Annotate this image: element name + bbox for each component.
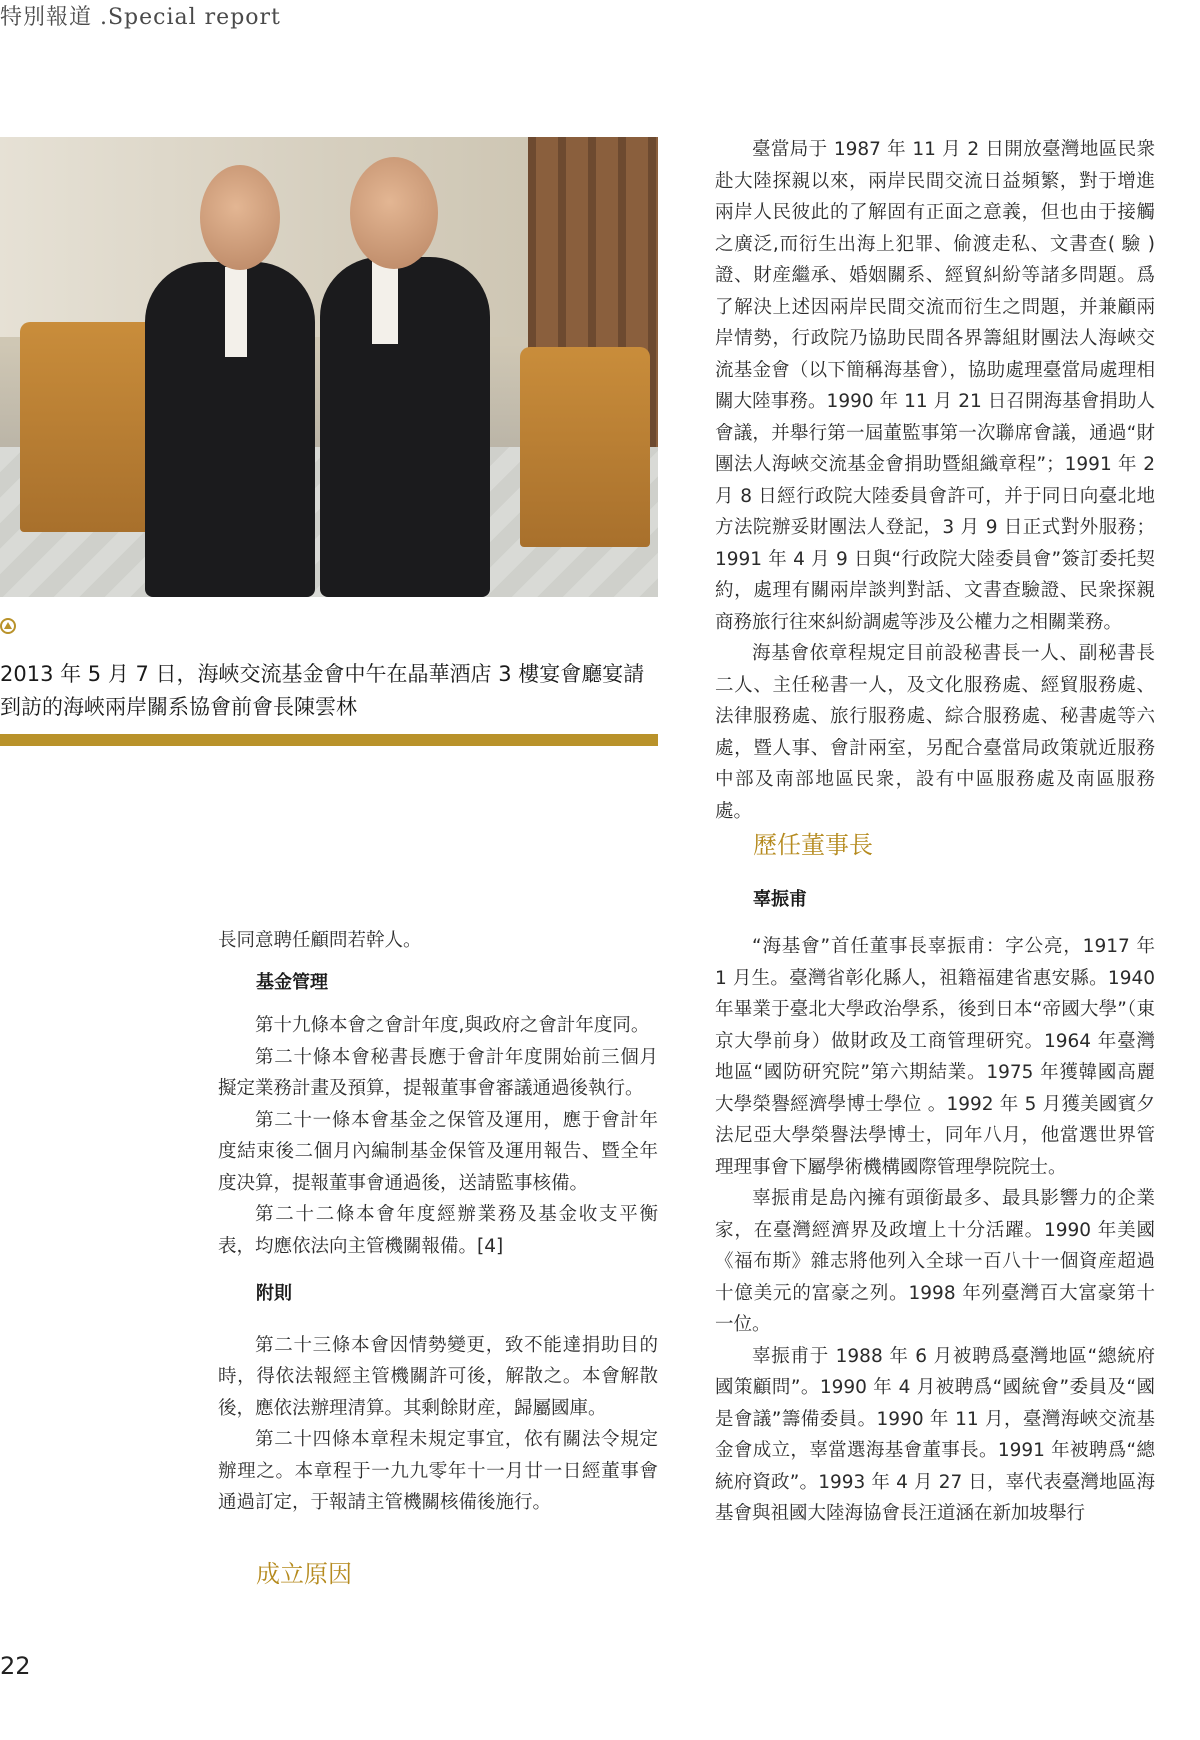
left-column-bottom [218, 925, 658, 1590]
paragraph: 第二十四條本章程未規定事宜，依有關法令規定辦理之。本章程于一九九零年十一月廿一日經董事會通過訂定，于報請主管機關核備後施行。 [218, 1429, 658, 1513]
person-left-head [200, 165, 280, 270]
running-header: 特別報道 .Special report [0, 5, 281, 30]
person-left-shirt [225, 267, 247, 357]
paragraph: “海基會”首任董事長辜振甫：字公亮，1917 年 1 月生。臺灣省彰化縣人，祖籍福建省惠安縣。1940 年畢業于臺北大學政治學系，後到日本“帝國大學”（東京大學前身）做財政及工商管理研究。1964 年臺灣地區“國防研究院”第六期結業。1975 年獲韓國高麗大學榮譽經濟學博士學位 。1992 年 5 月獲美國賓夕法尼亞大學榮譽法學博士，同年八月，他當選世界管理理事會下屬學術機構國際管理學院院士。 [715, 936, 1155, 1178]
page-number: 22 [0, 1652, 31, 1680]
subhead-koo-chen-fu: 辜振甫 [753, 888, 807, 910]
subhead-appendix: 附則 [256, 1283, 292, 1304]
photo-sofa-right [520, 347, 650, 547]
subhead-fund-management: 基金管理 [256, 971, 328, 993]
caption-triangle-icon [0, 618, 16, 634]
paragraph: 第十九條本會之會計年度,與政府之會計年度同。 [255, 1015, 650, 1036]
paragraph-continuation: 長同意聘任顧問若幹人。 [218, 930, 422, 951]
paragraph: 第二十一條本會基金之保管及運用，應于會計年度結束後二個月內編制基金保管及運用報告、暨全年度决算，提報董事會通過後，送請監事核備。 [218, 1109, 658, 1194]
paragraph: 第二十二條本會年度經辦業務及基金收支平衡表，均應依法向主管機關報備。[4] [218, 1204, 658, 1257]
paragraph: 辜振甫于 1988 年 6 月被聘爲臺灣地區“總統府國策顧問”。1990 年 4 月被聘爲“國統會”委員及“國是會議”籌備委員。1990 年 11 月，臺灣海峽交流基金會成立，辜當選海基會董事長。1991 年被聘爲“總統府資政”。1993 年 4 月 27 日，辜代表臺灣地區海基會與祖國大陸海協會長汪道涵在新加坡舉行 [715, 1345, 1155, 1524]
paragraph: 海基會依章程規定目前設秘書長一人、副秘書長二人、主任秘書一人，及文化服務處、經貿服務處、法律服務處、旅行服務處、綜合服務處、秘書處等六處，暨人事、會計兩室，另配合臺當局政策就近服務中部及南部地區民衆，設有中區服務處及南區服務處。 [715, 643, 1155, 822]
news-photo [0, 137, 658, 597]
right-column-bottom [715, 830, 1155, 1530]
right-column-top [715, 134, 1155, 827]
caption-divider-bar [0, 734, 658, 746]
paragraph: 辜振甫是島內擁有頭銜最多、最具影響力的企業家，在臺灣經濟界及政壇上十分活躍。1990 年美國《福布斯》雜志將他列入全球一百八十一個資産超過十億美元的富豪之列。1998 年列臺灣百大富豪第十一位。 [715, 1188, 1155, 1335]
person-right [320, 257, 490, 597]
paragraph: 第二十條本會秘書長應于會計年度開始前三個月擬定業務計畫及預算，提報董事會審議通過後執行。 [218, 1046, 658, 1099]
photo-caption: 2013 年 5 月 7 日，海峽交流基金會中午在晶華酒店 3 樓宴會廳宴請到訪的海峽兩岸關系協會前會長陳雲林 [0, 662, 645, 719]
person-right-head [350, 157, 438, 269]
section-title-chairmen: 歷任董事長 [753, 831, 873, 859]
person-right-shirt [372, 259, 398, 344]
paragraph: 臺當局于 1987 年 11 月 2 日開放臺灣地區民衆赴大陸探親以來，兩岸民間交流日益頻繁，對于增進兩岸人民彼此的了解固有正面之意義，但也由于接觸之廣泛,而衍生出海上犯罪、偷渡走私、文書查( 驗 )證、財産繼承、婚姻關系、經貿糾紛等諸多問題。爲了解決上述因兩岸民間交流而衍生之問題，并兼顧兩岸情勢，行政院乃協助民間各界籌組財團法人海峽交流基金會（以下簡稱海基會），協助處理臺當局處理相關大陸事務。1990 年 11 月 21 日召開海基會捐助人會議，并舉行第一屆董監事第一次聯席會議，通過“財團法人海峽交流基金會捐助暨組織章程”；1991 年 2 月 8 日經行政院大陸委員會許可，并于同日向臺北地方法院辦妥財團法人登記，3 月 9 日正式對外服務；1991 年 4 月 9 日與“行政院大陸委員會”簽訂委托契約，處理有關兩岸談判對話、文書查驗證、民衆探親商務旅行往來糾紛調處等涉及公權力之相關業務。 [715, 139, 1155, 633]
section-title-founding-reason: 成立原因 [256, 1559, 352, 1588]
paragraph: 第二十三條本會因情勢變更，致不能達捐助目的時，得依法報經主管機關許可後，解散之。本會解散後，應依法辦理清算。其剩餘財産，歸屬國庫。 [218, 1334, 658, 1419]
